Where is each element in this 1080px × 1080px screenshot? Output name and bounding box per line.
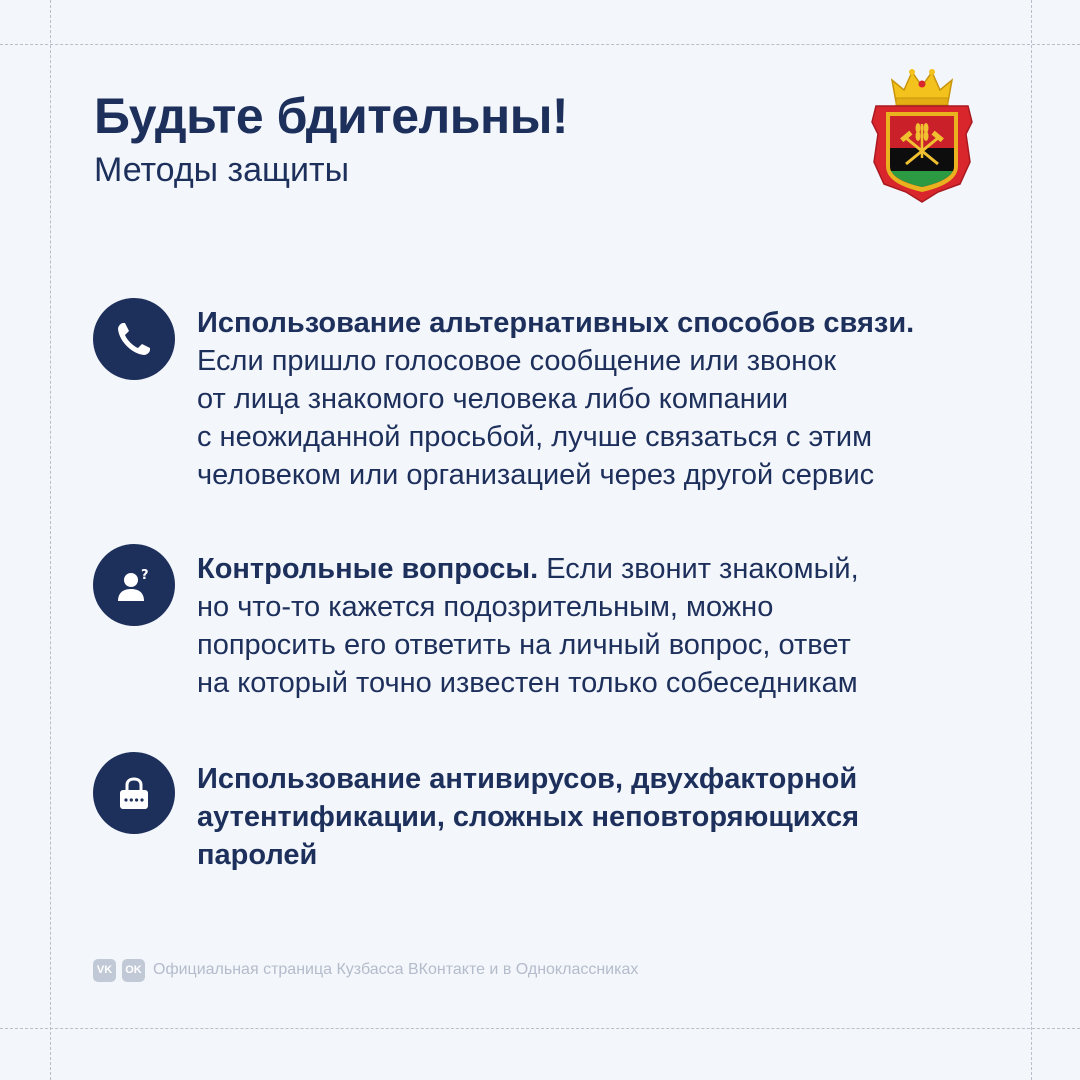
tip-line: от лица знакомого человека либо компании xyxy=(197,383,789,415)
tip-text xyxy=(197,760,1017,874)
vk-icon[interactable]: VK xyxy=(93,959,116,982)
page-title: Будьте бдительны! xyxy=(94,88,569,144)
lock-icon-badge xyxy=(93,752,175,834)
tip-text xyxy=(197,550,1017,702)
tip-text xyxy=(197,304,1017,494)
page-subtitle: Методы защиты xyxy=(94,151,350,189)
tip-heading: Использование альтернативных способов связи. xyxy=(197,307,915,339)
guide-line-left xyxy=(50,0,51,1080)
lock-icon xyxy=(114,773,154,813)
tip-heading: Контрольные вопросы. xyxy=(197,553,539,585)
ok-icon[interactable]: OK xyxy=(122,959,145,982)
user-question-icon-badge xyxy=(93,544,175,626)
footer-text: Официальная страница Кузбасса ВКонтакте и в Одноклассниках xyxy=(153,961,639,978)
tip-line: Если звонит знакомый, xyxy=(538,553,859,585)
tip-line: попросить его ответить на личный вопрос, ответ xyxy=(197,629,851,661)
tip-line: Если пришло голосовое сообщение или звонок xyxy=(197,345,837,377)
tip-line: на который точно известен только собеседникам xyxy=(197,667,858,699)
header xyxy=(94,88,568,192)
phone-icon xyxy=(114,319,154,359)
tip-heading: аутентификации, сложных неповторяющихся xyxy=(197,801,860,833)
tip-line: с неожиданной просьбой, лучше связаться с этим xyxy=(197,421,873,453)
tip-heading: паролей xyxy=(197,839,318,871)
svg-text:?: ? xyxy=(141,568,149,583)
phone-icon-badge xyxy=(93,298,175,380)
tip-line: человеком или организацией через другой сервис xyxy=(197,459,875,491)
footer xyxy=(93,958,638,982)
guide-line-top xyxy=(0,44,1080,45)
guide-line-right xyxy=(1031,0,1032,1080)
user-question-icon xyxy=(114,565,154,605)
kuzbass-coat-of-arms-icon xyxy=(866,66,978,206)
guide-line-bottom xyxy=(0,1028,1080,1029)
tip-line: но что-то кажется подозрительным, можно xyxy=(197,591,774,623)
tip-heading: Использование антивирусов, двухфакторной xyxy=(197,763,858,795)
